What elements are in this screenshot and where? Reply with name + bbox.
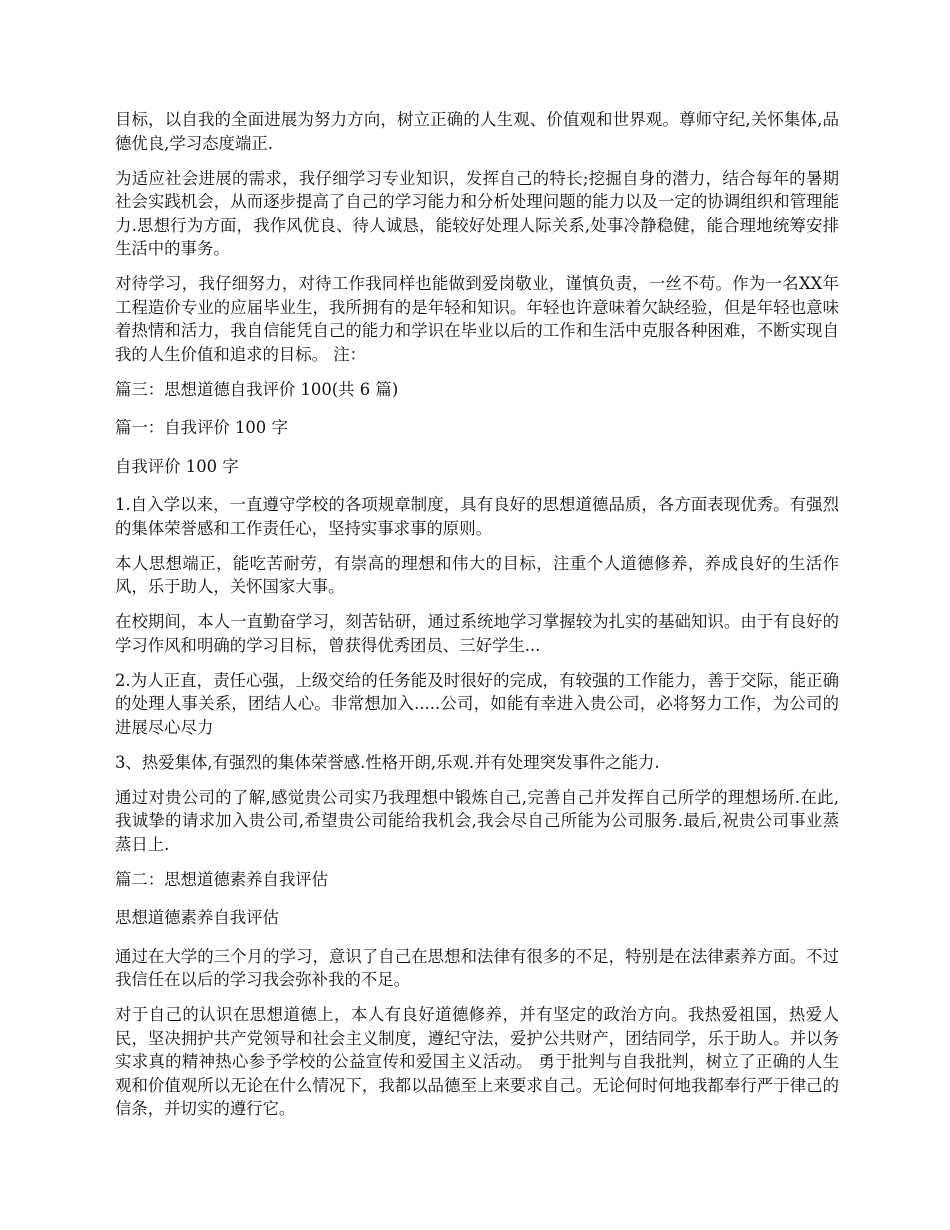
- section-heading: 自我评价 100 字: [115, 456, 239, 476]
- paragraph: 通过对贵公司的了解,感觉贵公司实乃我理想中锻炼自己,完善自己并发挥自己所学的理想场所.在此,我诚挚的请求加入贵公司,希望贵公司能给我机会,我会尽自己所能为公司服务.最后,祝贵公司事业蒸蒸日上.: [115, 787, 839, 854]
- section-heading: 篇二：思想道德素养自我评估: [115, 869, 329, 889]
- paragraph: 2.为人正直，责任心强，上级交给的任务能及时很好的完成，有较强的工作能力，善于交际，能正确的处理人事关系，团结人心。非常想加入.....公司，如能有幸进入贵公司，必将努力工作，为公司的进展尽心尽力: [115, 670, 839, 737]
- paragraph: 通过在大学的三个月的学习，意识了自己在思想和法律有很多的不足，特别是在法律素养方面。不过我信任在以后的学习我会弥补我的不足。: [115, 946, 839, 989]
- paragraph: 对待学习，我仔细努力，对待工作我同样也能做到爱岗敬业，谨慎负责，一丝不苟。作为一名XX年工程造价专业的应届毕业生，我所拥有的是年轻和知识。年轻也许意味着欠缺经验，但是年轻也意味着热情和活力，我自信能凭自己的能力和学识在毕业以后的工作和生活中克服各种困难，不断实现自我的人生价值和追求的目标。 注：: [115, 274, 839, 364]
- paragraph: 为适应社会进展的需求，我仔细学习专业知识，发挥自己的特长;挖掘自身的潜力，结合每年的暑期社会实践机会，从而逐步提高了自己的学习能力和分析处理问题的能力以及一定的协调组织和管理能力.思想行为方面，我作风优良、待人诚恳，能较好处理人际关系,处事冷静稳健，能合理地统筹安排生活中的事务。: [115, 168, 839, 258]
- paragraph: 在校期间，本人一直勤奋学习，刻苦钻研，通过系统地学习掌握较为扎实的基础知识。由于有良好的学习作风和明确的学习目标，曾获得优秀团员、三好学生...: [115, 612, 839, 655]
- document-body: [115, 108, 839, 1132]
- paragraph: 目标，以自我的全面进展为努力方向，树立正确的人生观、价值观和世界观。尊师守纪,关怀集体,品德优良,学习态度端正.: [115, 110, 839, 153]
- paragraph: 1.自入学以来，一直遵守学校的各项规章制度，具有良好的思想道德品质，各方面表现优秀。有强烈的集体荣誉感和工作责任心，坚持实事求事的原则。: [115, 495, 839, 538]
- section-heading: 篇三：思想道德自我评价 100(共 6 篇): [115, 379, 399, 399]
- section-heading: 篇一：自我评价 100 字: [115, 418, 288, 437]
- paragraph: 本人思想端正，能吃苦耐劳，有崇高的理想和伟大的目标，注重个人道德修养，养成良好的生活作风，乐于助人，关怀国家大事。: [115, 553, 839, 596]
- paragraph: 对于自己的认识在思想道德上，本人有良好道德修养，并有坚定的政治方向。我热爱祖国，热爱人民，坚决拥护共产党领导和社会主义制度，遵纪守法，爱护公共财产，团结同学，乐于助人。并以务实求真的精神热心参予学校的公益宣传和爱国主义活动。 勇于批判与自我批判，树立了正确的人生观和价值观所以无论在什么情况下，我都以品德至上来要求自己。无论何时何地我都奉行严于律己的信条，并切实的遵行它。: [115, 1005, 839, 1118]
- section-heading: 思想道德素养自我评估: [115, 908, 279, 927]
- paragraph: 3、热爱集体,有强烈的集体荣誉感.性格开朗,乐观.并有处理突发事件之能力.: [115, 752, 660, 772]
